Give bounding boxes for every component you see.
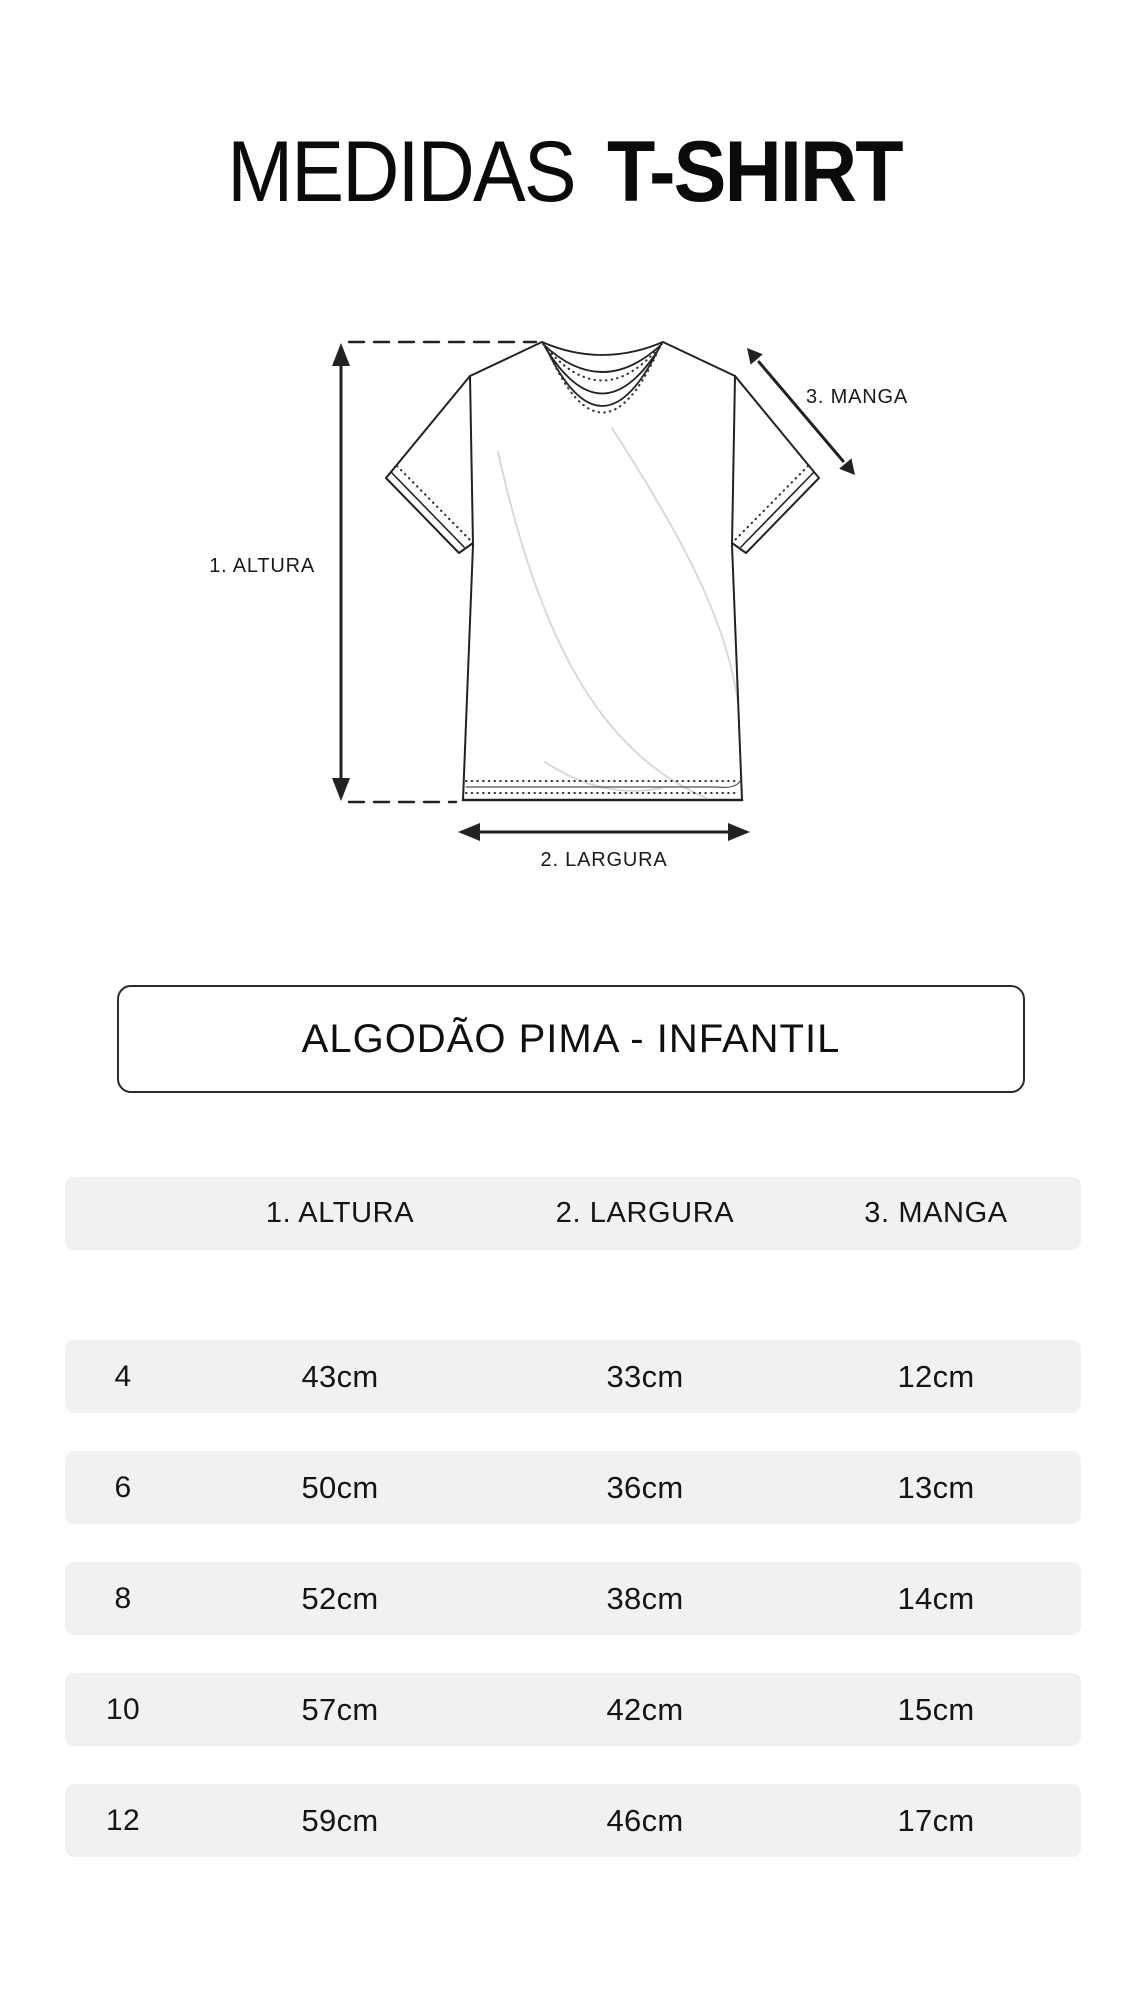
row-altura: 57cm xyxy=(301,1691,379,1727)
row-largura: 42cm xyxy=(606,1691,684,1727)
row-largura: 33cm xyxy=(606,1358,684,1394)
row-size: 12 xyxy=(106,1803,140,1837)
title-tshirt: T-SHIRT xyxy=(607,124,902,220)
row-manga: 15cm xyxy=(897,1691,975,1727)
largura-arrow xyxy=(458,823,750,841)
row-size: 8 xyxy=(114,1581,132,1615)
header-manga: 3. MANGA xyxy=(864,1197,1008,1229)
table-row xyxy=(65,1562,1081,1635)
header-altura: 1. ALTURA xyxy=(265,1197,415,1229)
table-row xyxy=(65,1451,1081,1524)
row-size: 4 xyxy=(114,1359,132,1393)
manga-label: 3. MANGA xyxy=(806,386,908,408)
row-size: 10 xyxy=(106,1692,140,1726)
fabric-wrinkle-lines xyxy=(498,428,738,798)
row-altura: 52cm xyxy=(301,1580,379,1616)
row-manga: 13cm xyxy=(897,1469,975,1505)
row-manga: 17cm xyxy=(897,1802,975,1838)
tshirt-measurement-diagram xyxy=(0,0,1125,950)
row-altura: 59cm xyxy=(301,1802,379,1838)
altura-arrow xyxy=(332,343,350,801)
altura-label: 1. ALTURA xyxy=(209,555,315,577)
stitching-dotted-lines xyxy=(397,345,808,793)
row-largura: 46cm xyxy=(606,1802,684,1838)
largura-label: 2. LARGURA xyxy=(540,849,668,871)
row-altura: 50cm xyxy=(301,1469,379,1505)
row-manga: 14cm xyxy=(897,1580,975,1616)
row-manga: 12cm xyxy=(897,1358,975,1394)
table-row xyxy=(65,1340,1081,1413)
row-largura: 38cm xyxy=(606,1580,684,1616)
fabric-type-label: ALGODÃO PIMA - INFANTIL xyxy=(301,1016,841,1061)
size-table xyxy=(65,1177,1081,1857)
header-largura: 2. LARGURA xyxy=(555,1197,735,1229)
size-table-header xyxy=(65,1177,1081,1250)
tshirt-outline xyxy=(386,342,819,800)
fabric-type-box xyxy=(117,985,1025,1093)
title-medidas: MEDIDAS xyxy=(227,124,576,220)
row-altura: 43cm xyxy=(301,1358,379,1394)
table-row xyxy=(65,1673,1081,1746)
row-largura: 36cm xyxy=(606,1469,684,1505)
measure-dashed-guides xyxy=(349,342,536,802)
table-row xyxy=(65,1784,1081,1857)
row-size: 6 xyxy=(114,1470,132,1504)
